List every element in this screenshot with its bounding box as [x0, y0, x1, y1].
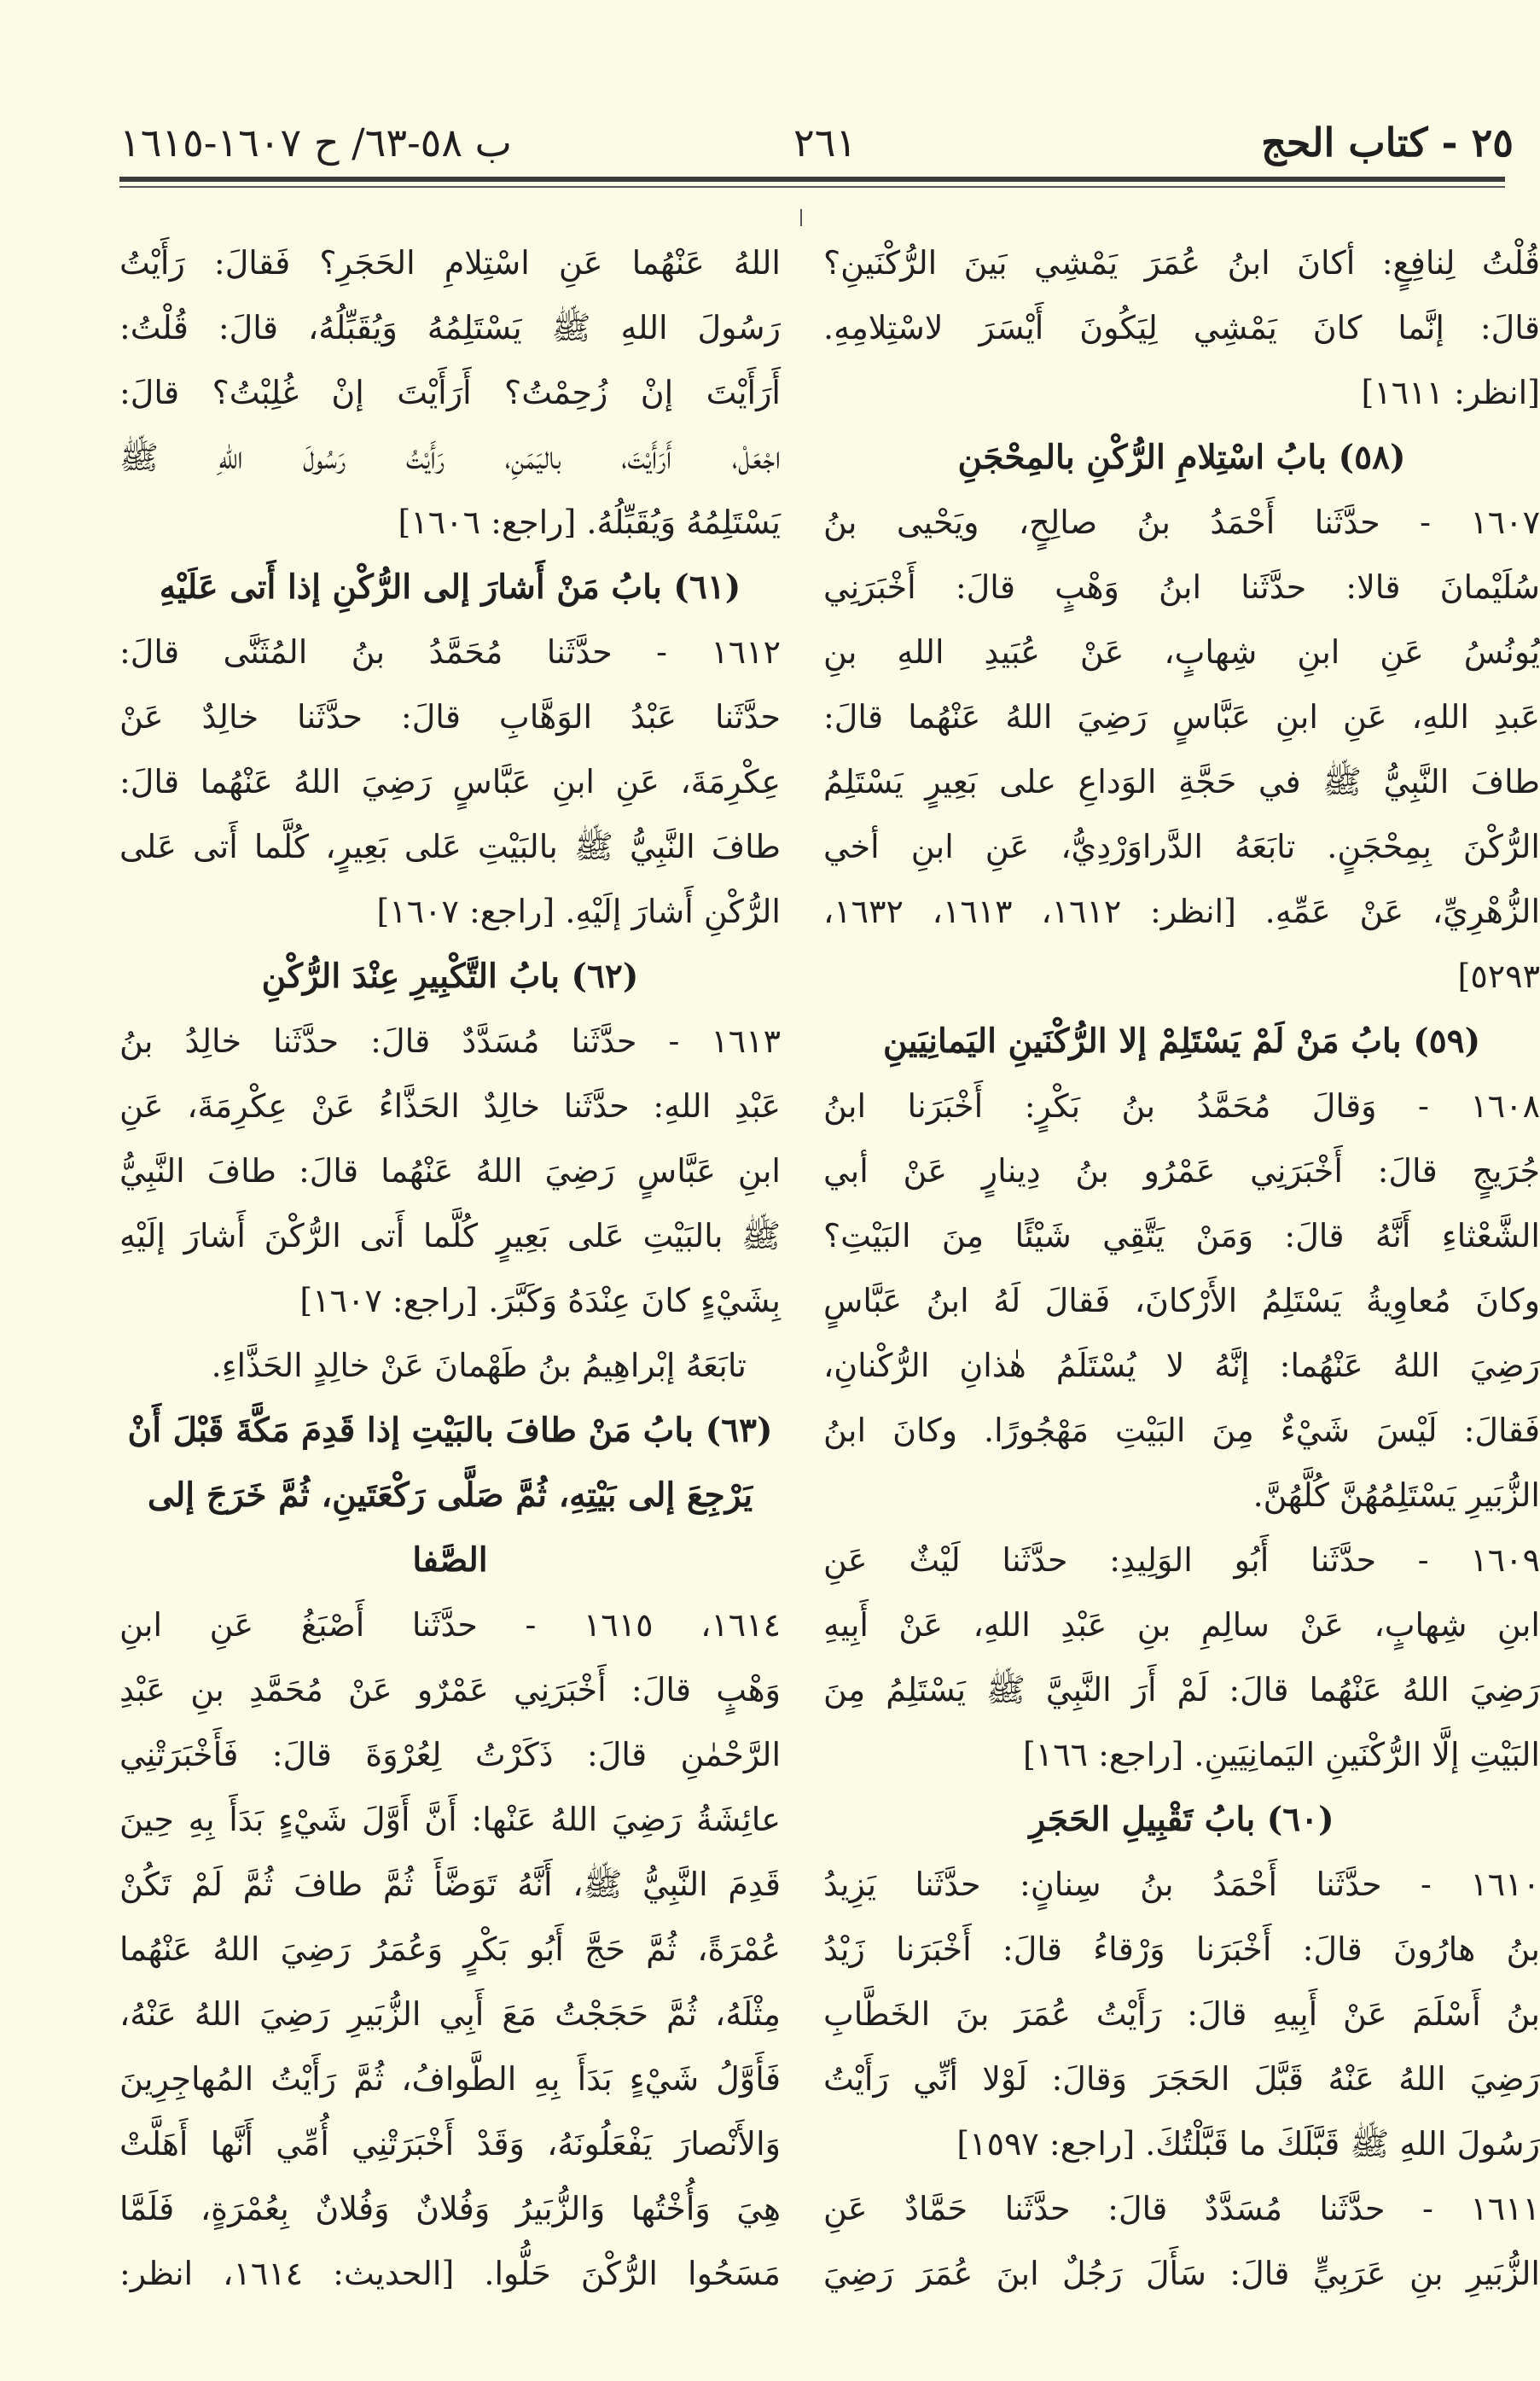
text-line: الشَّعْثاءِ أَنَّهُ قالَ: وَمَنْ يَتَّقِي شَيْئًا مِنَ البَيْتِ؟ [823, 1217, 1540, 1255]
text-line: جُرَيجٍ قالَ: أَخْبَرَنِي عَمْرُو بنُ دِينارٍ عَنْ أبي [823, 1152, 1540, 1190]
text-line: رَضِيَ اللهُ عَنْهُما قالَ: لَمْ أَرَ النَّبِيَّ ﷺ يَسْتَلِمُ مِنَ [823, 1671, 1540, 1709]
text-line: رَضِيَ اللهُ عَنْهُما: إنَّهُ لا يُسْتَلَمُ هٰذانِ الرُّكْنانِ، [823, 1347, 1540, 1384]
text-line: ١٦١٤، ١٦١٥ - حدَّثَنا أَصْبَغُ عَنِ ابنِ [119, 1606, 781, 1644]
page-number: ٢٦١ [793, 119, 857, 166]
text-line: عِكْرِمَةَ، عَنِ ابنِ عَبَّاسٍ رَضِيَ اللهُ عَنْهُما قالَ: [119, 763, 781, 800]
text-line: بِشَيْءٍ كانَ عِنْدَهُ وَكَبَّرَ. [راجع: ١٦٠٧] [299, 1282, 781, 1319]
text-line: عائِشَةُ رَضِيَ اللهُ عَنْها: أَنَّ أَوَّلَ شَيْءٍ بَدَأَ بِهِ حِينَ [119, 1801, 781, 1838]
text-line: رَضِيَ اللهُ عَنْهُ قَبَّلَ الحَجَرَ وَقالَ: لَوْلا أنِّي رَأَيْتُ [823, 2060, 1540, 2098]
text-line: اجْعَلْ، أَرَأَيْتَ، باليَمَنِ، رَأَيْتُ رَسُولَ اللهِ ﷺ [119, 439, 781, 476]
section-heading: (٦٣) بابُ مَنْ طافَ بالبَيْتِ إذا قَدِمَ مَكَّةَ قَبْلَ أَنْ [127, 1411, 773, 1450]
text-line: الزُّبَيرِ يَسْتَلِمُهُنَّ كُلَّهُنَّ. [1252, 1476, 1540, 1514]
text-line: تابَعَهُ إبْراهِيمُ بنُ طَهْمانَ عَنْ خالِدٍ الحَذَّاءِ. [211, 1347, 747, 1384]
text-line: طافَ النَّبِيُّ ﷺ بالبَيْتِ عَلى بَعِيرٍ، كُلَّما أَتى عَلى [119, 828, 781, 865]
text-line: عَبْدِ اللهِ: حدَّثَنا خالِدٌ الحَذَّاءُ عَنْ عِكْرِمَةَ، عَنِ [119, 1087, 781, 1125]
text-line: ١٦٠٨ - وَقالَ مُحَمَّدُ بنُ بَكْرٍ: أَخْبَرَنا ابنُ [823, 1087, 1540, 1125]
left-column [119, 230, 781, 2306]
text-line: بنُ هارُونَ قالَ: أَخْبَرَنا وَرْقاءُ قالَ: أَخْبَرَنا زَيْدُ [823, 1930, 1540, 1968]
text-line: الزُّهْرِيِّ، عَنْ عَمِّهِ. [انظر: ١٦١٢، ١٦١٣، ١٦٣٢، [823, 893, 1540, 930]
text-line: أَرَأَيْتَ إنْ زُحِمْتُ؟ أَرَأَيْتَ إنْ غُلِبْتُ؟ قالَ: [119, 374, 781, 411]
text-line: [انظر: ١٦١١] [1361, 374, 1540, 411]
text-line: وَالأَنْصارَ يَفْعَلُونَهُ، وَقَدْ أَخْبَرَتْنِي أُمِّي أَنَّها أَهَلَّتْ [119, 2125, 781, 2163]
header-rule-thin [119, 186, 1505, 188]
text-line: ابنِ شِهابٍ، عَنْ سالِمِ بنِ عَبْدِ اللهِ، عَنْ أَبِيهِ [823, 1606, 1540, 1644]
text-line: اللهُ عَنْهُما عَنِ اسْتِلامِ الحَجَرِ؟ فَقالَ: رَأَيْتُ [119, 244, 781, 282]
text-line: قُلْتُ لِنافِعٍ: أكانَ ابنُ عُمَرَ يَمْشِي بَينَ الرُّكْنَينِ؟ [823, 244, 1540, 282]
text-line: ﷺ بالبَيْتِ عَلى بَعِيرٍ كُلَّما أَتى الرُّكْنَ أَشارَ إلَيْهِ [119, 1217, 781, 1255]
column-divider [800, 209, 802, 226]
text-line: وَهْبٍ قالَ: أَخْبَرَنِي عَمْرٌو عَنْ مُحَمَّدِ بنِ عَبْدِ [119, 1671, 781, 1709]
text-line: يُونُسُ عَنِ ابنِ شِهابٍ، عَنْ عُبَيدِ اللهِ بنِ [823, 633, 1540, 671]
text-line: البَيْتِ إلَّا الرُّكْنَينِ اليَمانِيَينِ. [راجع: ١٦٦] [1022, 1736, 1540, 1773]
section-heading: (٥٨) بابُ اسْتِلامِ الرُّكْنِ بالمِحْجَنِ [957, 438, 1406, 477]
text-line: سُلَيْمانَ قالا: حدَّثَنا ابنُ وَهْبٍ قالَ: أَخْبَرَنِي [823, 568, 1540, 606]
text-line: قَدِمَ النَّبِيُّ ﷺ، أَنَّهُ تَوَضَّأَ ثُمَّ طافَ ثُمَّ لَمْ تَكُنْ [119, 1866, 781, 1903]
text-line: عَبدِ اللهِ، عَنِ ابنِ عَبَّاسٍ رَضِيَ اللهُ عَنْهُما قالَ: [823, 698, 1540, 736]
text-line: الزُّبَيرِ بنِ عَرَبِيٍّ قالَ: سَأَلَ رَجُلٌ ابنَ عُمَرَ رَضِيَ [823, 2255, 1540, 2292]
text-line: قالَ: إنَّما كانَ يَمْشِي لِيَكُونَ أَيْسَرَ لاسْتِلامِهِ. [823, 309, 1540, 346]
text-line: ١٦١١ - حدَّثَنا مُسَدَّدٌ قالَ: حدَّثَنا حَمَّادٌ عَنِ [823, 2190, 1540, 2227]
text-line: يَسْتَلِمُهُ وَيُقَبِّلُهُ. [راجع: ١٦٠٦] [398, 504, 781, 541]
text-line: هِيَ وَأُخْتُها وَالزُّبَيرُ وَفُلانٌ وَفُلانٌ بِعُمْرَةٍ، فَلَمَّا [119, 2190, 781, 2227]
chapter-hadith-range: ب ٥٨-٦٣/ ح ١٦٠٧-١٦١٥ [119, 119, 512, 166]
book-title: ٢٥ - كتاب الحج [1261, 119, 1514, 166]
text-line: عُمْرَةً، ثُمَّ حَجَّ أَبُو بَكْرٍ وَعُمَرُ رَضِيَ اللهُ عَنْهُما [119, 1930, 781, 1968]
text-line: رَسُولَ اللهِ ﷺ يَسْتَلِمُهُ وَيُقَبِّلُهُ، قالَ: قُلْتُ: [119, 309, 781, 346]
text-line: مَسَحُوا الرُّكْنَ حَلُّوا. [الحديث: ١٦١٤، انظر: [119, 2255, 782, 2292]
text-line: ١٦١٠ - حدَّثَنا أَحْمَدُ بنُ سِنانٍ: حدَّثَنا يَزِيدُ [823, 1866, 1540, 1903]
text-line: الرَّحْمٰنِ قالَ: ذَكَرْتُ لِعُرْوَةَ قالَ: فَأَخْبَرَتْنِي [119, 1736, 781, 1773]
text-line: ١٦١٢ - حدَّثَنا مُحَمَّدُ بنُ المُثَنَّى قالَ: [119, 633, 781, 671]
text-line: حدَّثَنا عَبْدُ الوَهَّابِ قالَ: حدَّثَنا خالِدٌ عَنْ [119, 698, 781, 736]
text-line: ١٦٠٩ - حدَّثَنا أَبُو الوَلِيدِ: حدَّثَنا لَيْثٌ عَنِ [823, 1541, 1540, 1579]
text-line: مِثْلَهُ، ثُمَّ حَجَجْتُ مَعَ أَبِي الزُّبَيرِ رَضِيَ اللهُ عَنْهُ، [119, 1995, 781, 2033]
section-heading: الصَّفا [412, 1540, 488, 1580]
text-line: فَأَوَّلُ شَيْءٍ بَدَأَ بِهِ الطَّوافُ، ثُمَّ رَأَيْتُ المُهاجِرِينَ [119, 2060, 781, 2098]
text-line: الرُّكْنَ بِمِحْجَنٍ. تابَعَهُ الدَّراوَرْدِيُّ، عَنِ ابنِ أخي [823, 828, 1540, 865]
section-heading: (٥٩) بابُ مَنْ لَمْ يَسْتَلِمْ إلا الرُّكْنَينِ اليَمانِيَينِ [882, 1022, 1481, 1061]
text-line: طافَ النَّبِيُّ ﷺ في حَجَّةِ الوَداعِ على بَعِيرٍ يَسْتَلِمُ [823, 763, 1540, 800]
text-line: وكانَ مُعاوِيةُ يَسْتَلِمُ الأَرْكانَ، فَقالَ لَهُ ابنُ عَبَّاسٍ [823, 1282, 1540, 1319]
text-line: ١٦٠٧ - حدَّثَنا أَحْمَدُ بنُ صالِحٍ، ويَحْيى بنُ [823, 504, 1540, 541]
right-column [823, 230, 1540, 2306]
section-heading: (٦٠) بابُ تَقْبِيلِ الحَجَرِ [1029, 1800, 1334, 1839]
text-line: ابنِ عَبَّاسٍ رَضِيَ اللهُ عَنْهُما قالَ: طافَ النَّبِيُّ [119, 1152, 781, 1190]
text-line: بنُ أَسْلَمَ عَنْ أَبِيهِ قالَ: رَأَيْتُ عُمَرَ بنَ الخَطَّابِ [823, 1995, 1540, 2033]
section-heading: يَرْجِعَ إلى بَيْتِهِ، ثُمَّ صَلَّى رَكْعَتَينِ، ثُمَّ خَرَجَ إلى [147, 1476, 753, 1515]
section-heading: (٦١) بابُ مَنْ أَشارَ إلى الرُّكْنِ إذا أَتى عَلَيْهِ [159, 568, 741, 607]
section-heading: (٦٢) بابُ التَّكْبِيرِ عِنْدَ الرُّكْنِ [261, 957, 639, 996]
text-line: ١٦١٣ - حدَّثَنا مُسَدَّدٌ قالَ: حدَّثَنا خالِدُ بنُ [119, 1022, 781, 1060]
text-line: ٥٢٩٣] [1457, 958, 1540, 995]
text-line: فَقالَ: لَيْسَ شَيْءٌ مِنَ البَيْتِ مَهْجُورًا. وكانَ ابنُ [823, 1412, 1540, 1449]
text-line: رَسُولَ اللهِ ﷺ قَبَّلَكَ ما قَبَّلْتُكَ. [راجع: ١٥٩٧] [956, 2125, 1540, 2163]
header-rule [119, 177, 1505, 182]
text-line: الرُّكْنِ أَشارَ إلَيْهِ. [راجع: ١٦٠٧] [376, 893, 781, 930]
